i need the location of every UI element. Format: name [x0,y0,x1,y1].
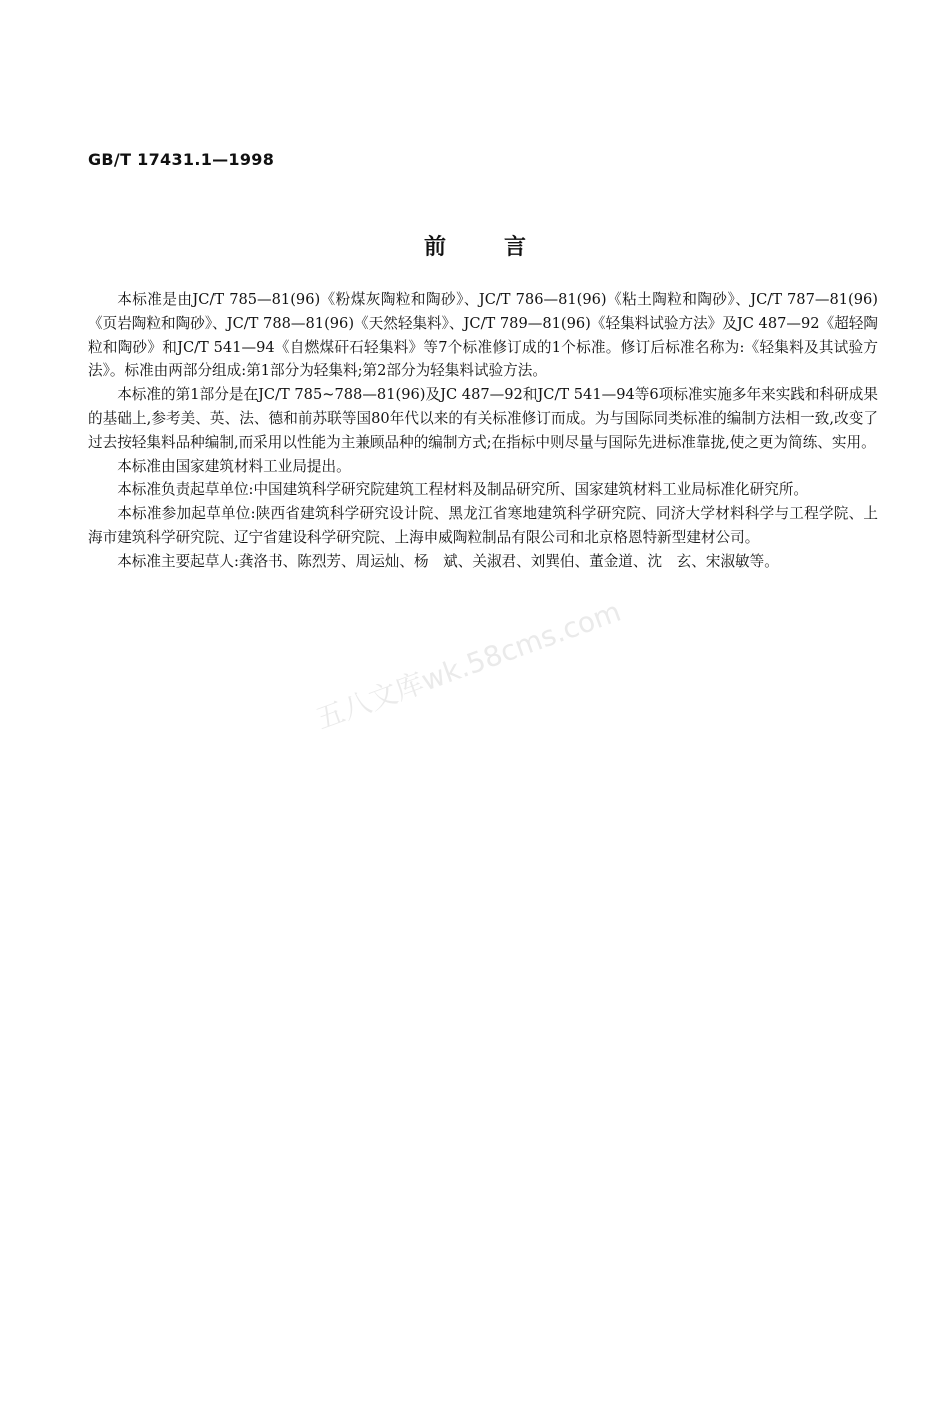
paragraph-origin: 本标准是由JC/T 785—81(96)《粉煤灰陶粒和陶砂》、JC/T 786—81(96)《粘土陶粒和陶砂》、JC/T 787—81(96)《页岩陶粒和陶砂》、JC/T 788—81(96)《天然轻集料》、JC/T 789—81(96)《轻集料试验方法》及JC 487—92《超轻陶粒和陶砂》和JC/T 541—94《自燃煤矸石轻集料》等7个标准修订成的1个标准。修订后标准名称为:《轻集料及其试验方法》。标准由两部分组成:第1部分为轻集料;第2部分为轻集料试验方法。 [88,291,878,380]
paragraph-lead-drafter: 本标准负责起草单位:中国建筑科学研究院建筑工程材料及制品研究所、国家建筑材料工业局标准化研究所。 [117,481,809,499]
section-title: 前言 [423,235,584,260]
paragraph-main-drafters: 本标准主要起草人:龚洛书、陈烈芳、周运灿、杨 斌、关淑君、刘巽伯、董金道、沈 玄、宋淑敏等。 [117,552,779,570]
watermark: 五八文库wk.58cms.com [311,594,626,736]
foreword-body [88,288,878,574]
paragraph-participating-drafters: 本标准参加起草单位:陕西省建筑科学研究设计院、黑龙江省寒地建筑科学研究院、同济大学材料科学与工程学院、上海市建筑科学研究院、辽宁省建设科学研究院、上海申威陶粒制品有限公司和北京格恩特新型建材公司。 [88,505,878,546]
paragraph-part1-basis: 本标准的第1部分是在JC/T 785~788—81(96)及JC 487—92和JC/T 541—94等6项标准实施多年来实践和科研成果的基础上,参考美、英、法、德和前苏联等国80年代以来的有关标准修订而成。为与国际同类标准的编制方法相一致,改变了过去按轻集料品种编制,而采用以性能为主兼顾品种的编制方式;在指标中则尽量与国际先进标准靠拢,使之更为简练、实用。 [88,386,878,451]
paragraph-proposer: 本标准由国家建筑材料工业局提出。 [117,457,351,475]
standard-number: GB/T 17431.1—1998 [88,150,275,169]
